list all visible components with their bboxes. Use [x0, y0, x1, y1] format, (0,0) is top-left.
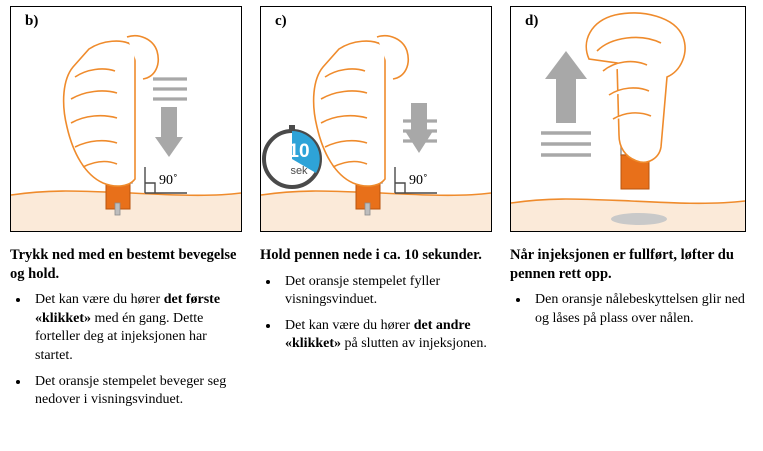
- list-item: [280, 317, 492, 354]
- illustration-b-graphic: [11, 7, 241, 231]
- bullet-text: Den oransje nålebeskyttelsen glir ned og låses på plass over nålen.: [535, 292, 745, 326]
- bullet-text: Det kan være du hører det andre «klikket» på slutten av injeksjonen.: [285, 317, 487, 352]
- illustration-c: [260, 6, 492, 232]
- bullet-text: Det oransje stempelet fyller visningsvinduet.: [285, 273, 441, 308]
- panel-letter-c: c): [275, 13, 287, 29]
- illustration-c-graphic: [261, 7, 491, 231]
- motion-lines-b: [153, 79, 187, 99]
- up-arrow-d: [545, 51, 587, 123]
- angle-label-b: 90˚: [159, 173, 178, 188]
- down-arrow-c: [405, 103, 433, 153]
- panel-letter-d: d): [525, 13, 539, 29]
- bullet-list-d: [510, 291, 746, 335]
- bullet-text: Det kan være du hører det første «klikket» med én gang. Dette forteller deg at injeksjonen har startet.: [35, 292, 221, 363]
- caption-d: Når injeksjonen er fullført, løfter du pennen rett opp.: [510, 247, 734, 282]
- timer-value: 10: [288, 141, 310, 162]
- list-item: [30, 373, 242, 410]
- panel-b: [10, 6, 242, 417]
- down-arrow-b: [155, 107, 183, 157]
- illustration-b: [10, 6, 242, 232]
- shadow-ellipse: [611, 213, 667, 225]
- bullet-list-c: [260, 273, 492, 361]
- angle-label-c: 90˚: [409, 173, 428, 188]
- bullet-text: Det oransje stempelet beveger seg nedover i visningsvinduet.: [35, 373, 227, 408]
- illustration-d: [510, 6, 746, 232]
- list-item: [530, 291, 746, 328]
- motion-lines-d: [541, 133, 591, 155]
- caption-b: Trykk ned med en bestemt bevegelse og hold.: [10, 247, 237, 282]
- list-item: [30, 291, 242, 365]
- illustration-d-graphic: [511, 7, 745, 231]
- timer-unit: sek: [290, 165, 308, 177]
- list-item: [280, 273, 492, 310]
- panel-letter-b: b): [25, 13, 39, 29]
- panel-d: [510, 6, 746, 417]
- bullet-list-b: [10, 291, 242, 417]
- caption-c: Hold pennen nede i ca. 10 sekunder.: [260, 247, 482, 263]
- panel-c: [260, 6, 492, 417]
